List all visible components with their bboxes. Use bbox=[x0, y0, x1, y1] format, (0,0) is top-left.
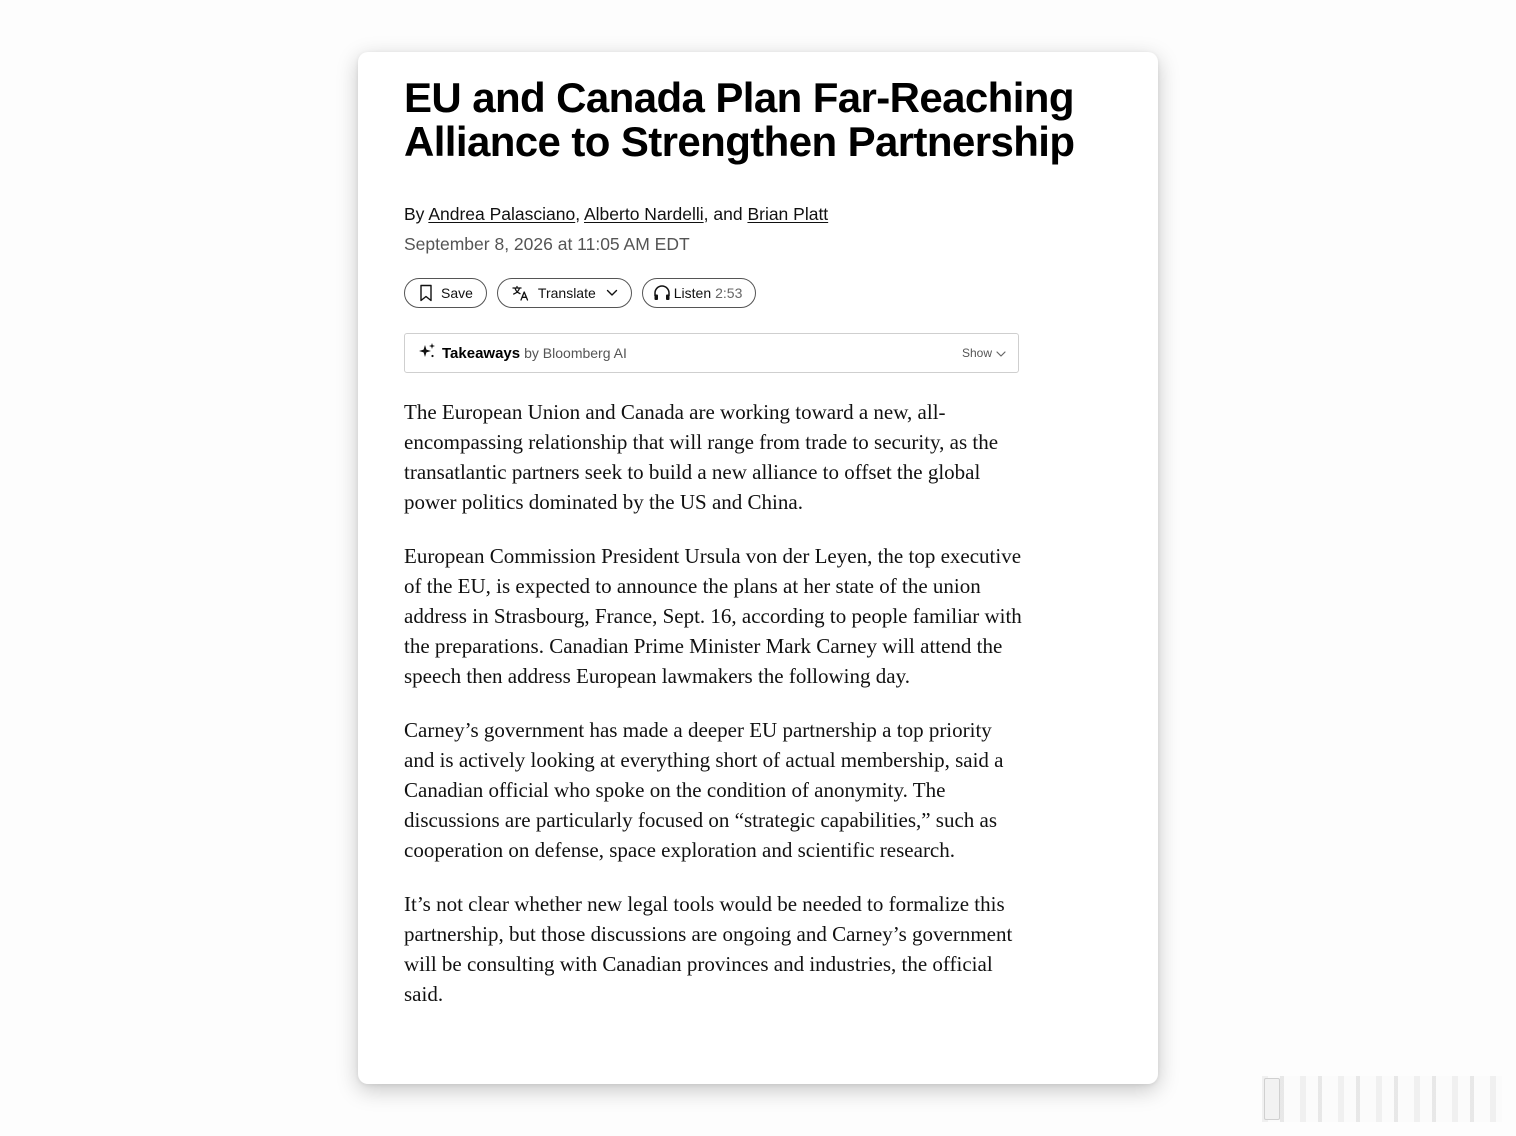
show-label: Show bbox=[961, 346, 992, 360]
article-headline: EU and Canada Plan Far-Reaching Alliance to Strengthen Partnership bbox=[404, 74, 1075, 165]
byline-prefix: By bbox=[404, 204, 429, 224]
author-link-1[interactable]: Andrea Palasciano bbox=[428, 204, 576, 224]
article-card bbox=[358, 52, 1158, 1084]
byline-separator: , and bbox=[703, 204, 748, 224]
takeaways-show-toggle[interactable] bbox=[962, 346, 1006, 360]
article-paragraph: The European Union and Canada are working toward a new, all-encompassing relationship that will range from trade to security, as the transatlantic partners seek to build a new alliance to offset the global power politics dominated by the US and China. bbox=[404, 400, 999, 514]
translate-button[interactable] bbox=[497, 278, 632, 308]
listen-button-label: Listen bbox=[673, 285, 712, 301]
publish-date: September 8, 2026 at 11:05 AM EDT bbox=[404, 234, 690, 254]
byline-separator: , bbox=[575, 204, 584, 224]
author-link-2[interactable]: Alberto Nardelli bbox=[584, 204, 704, 224]
scroll-thumb[interactable] bbox=[1264, 1078, 1280, 1120]
takeaways-source: by Bloomberg AI bbox=[524, 345, 627, 361]
byline bbox=[404, 202, 1124, 226]
headphones-icon bbox=[653, 285, 671, 301]
article-paragraph: European Commission President Ursula von der Leyen, the top executive of the EU, is expected to announce the plans at her state of the union address in Strasbourg, France, Sept. 16, according to people familiar with the preparations. Canadian Prime Minister Mark Carney will attend the speech then address European lawmakers the following day. bbox=[404, 544, 1022, 688]
takeaways-panel[interactable] bbox=[404, 333, 1019, 373]
bookmark-icon bbox=[419, 284, 433, 302]
listen-button[interactable] bbox=[642, 278, 757, 308]
sparkle-icon bbox=[418, 342, 436, 365]
article-content bbox=[404, 76, 1124, 1033]
article-body bbox=[404, 397, 1024, 1009]
translate-button-label: Translate bbox=[537, 285, 596, 301]
article-paragraph: It’s not clear whether new legal tools would be needed to formalize this partnership, but those discussions are ongoing and Carney’s government will be consulting with Canadian provinces and industries, the official said. bbox=[404, 892, 1013, 1006]
save-button-label: Save bbox=[441, 285, 473, 301]
page-thumbnail-strip[interactable] bbox=[1262, 1076, 1502, 1122]
article-paragraph: Carney’s government has made a deeper EU partnership a top priority and is actively looking at everything short of actual membership, said a Canadian official who spoke on the condition of anonymity. The discussions are particularly focused on “strategic capabilities,” such as cooperation on defense, space exploration and scientific research. bbox=[404, 718, 1004, 862]
listen-duration: 2:53 bbox=[715, 285, 743, 301]
author-link-3[interactable]: Brian Platt bbox=[747, 204, 829, 224]
chevron-down-icon bbox=[606, 289, 618, 297]
takeaways-title: Takeaways bbox=[442, 344, 521, 362]
article-actions bbox=[404, 278, 1124, 308]
save-button[interactable] bbox=[404, 278, 487, 308]
chevron-down-icon bbox=[996, 346, 1006, 360]
translate-icon bbox=[512, 285, 530, 301]
